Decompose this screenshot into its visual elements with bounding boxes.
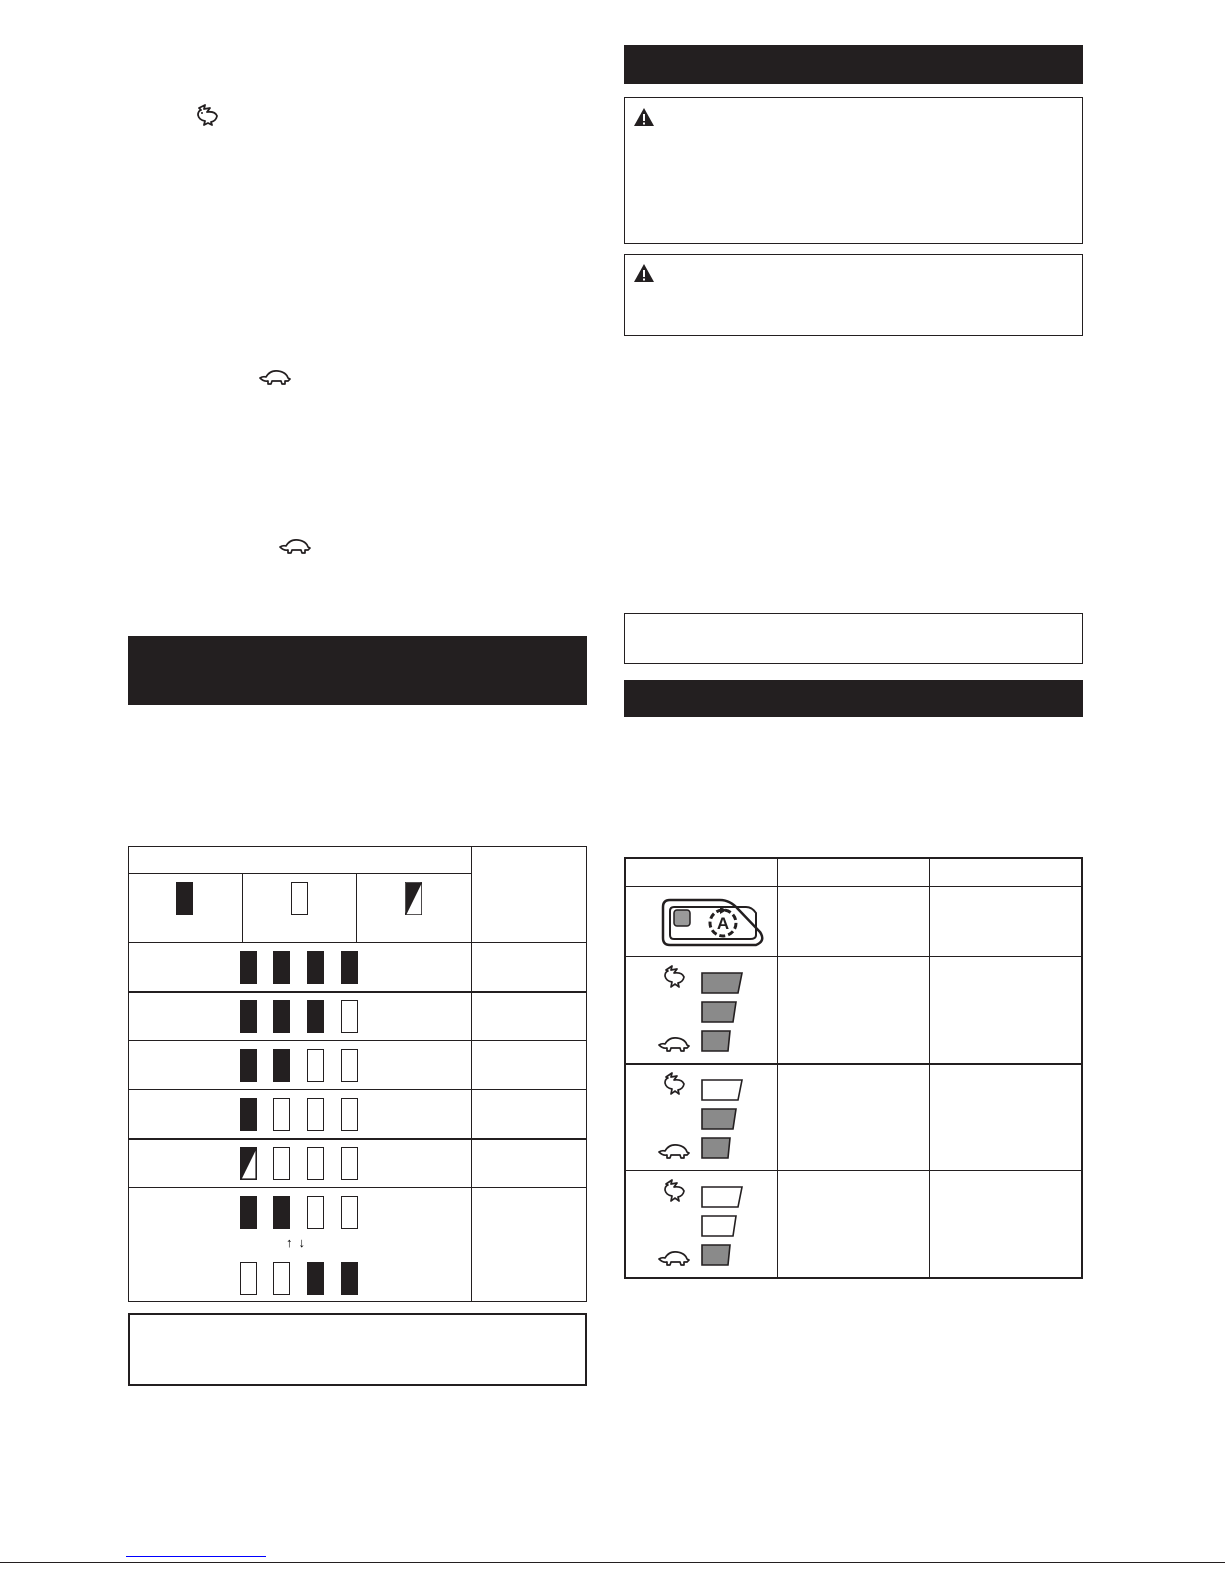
indicator-segment-off: [341, 1049, 358, 1082]
indicator-segment-off: [307, 1196, 324, 1229]
warning-triangle-icon: [633, 263, 655, 283]
indicator-segment-lighted: [273, 1196, 290, 1229]
speed-level-indicator: [658, 1072, 758, 1164]
turtle-icon: [278, 537, 312, 555]
indicator-segment-off: [341, 1196, 358, 1229]
section-heading-bar: [624, 680, 1083, 717]
section-heading-bar: [128, 636, 587, 705]
note-box: [128, 1313, 587, 1386]
footer-link-underline[interactable]: [126, 1556, 266, 1557]
battery-indicator-table: [128, 846, 587, 1302]
warning-triangle-icon: [633, 107, 655, 127]
indicator-segment-lighted: [240, 951, 257, 984]
legend-lighted-segment: [176, 882, 193, 915]
legend-off-segment: [291, 882, 308, 915]
mode-table: [624, 857, 1083, 1279]
indicator-segment-lighted: [341, 1262, 358, 1295]
legend-blinking-segment: [405, 882, 422, 915]
auto-mode-button-icon: [660, 897, 776, 949]
caution-box: [624, 254, 1083, 336]
indicator-segment-off: [273, 1098, 290, 1131]
alternating-arrows: ↑↓: [286, 1235, 311, 1250]
indicator-segment-lighted: [307, 1000, 324, 1033]
indicator-segment-off: [273, 1147, 290, 1180]
turtle-icon: [258, 368, 292, 386]
indicator-segment-lighted: [307, 951, 324, 984]
indicator-segment-lighted: [240, 1196, 257, 1229]
page-bottom-rule: [0, 1562, 1225, 1563]
indicator-segment-lighted: [240, 1049, 257, 1082]
indicator-segment-lighted: [273, 1000, 290, 1033]
indicator-segment-off: [307, 1098, 324, 1131]
indicator-segment-lighted: [273, 951, 290, 984]
section-heading-bar: [624, 45, 1083, 84]
note-box: [624, 613, 1083, 664]
indicator-segment-blinking: [240, 1147, 257, 1180]
indicator-segment-off: [341, 1000, 358, 1033]
indicator-segment-off: [307, 1049, 324, 1082]
warning-box: [624, 97, 1083, 244]
svg-text:A: A: [716, 914, 730, 933]
indicator-segment-lighted: [240, 1000, 257, 1033]
indicator-segment-lighted: [273, 1049, 290, 1082]
speed-level-indicator: [658, 965, 758, 1057]
indicator-segment-off: [341, 1147, 358, 1180]
indicator-segment-lighted: [307, 1262, 324, 1295]
indicator-segment-lighted: [240, 1098, 257, 1131]
indicator-segment-off: [341, 1098, 358, 1131]
speed-level-indicator: [658, 1179, 758, 1271]
rabbit-icon: [193, 104, 221, 126]
indicator-segment-off: [240, 1262, 257, 1295]
indicator-segment-lighted: [341, 951, 358, 984]
indicator-segment-off: [273, 1262, 290, 1295]
indicator-segment-off: [307, 1147, 324, 1180]
